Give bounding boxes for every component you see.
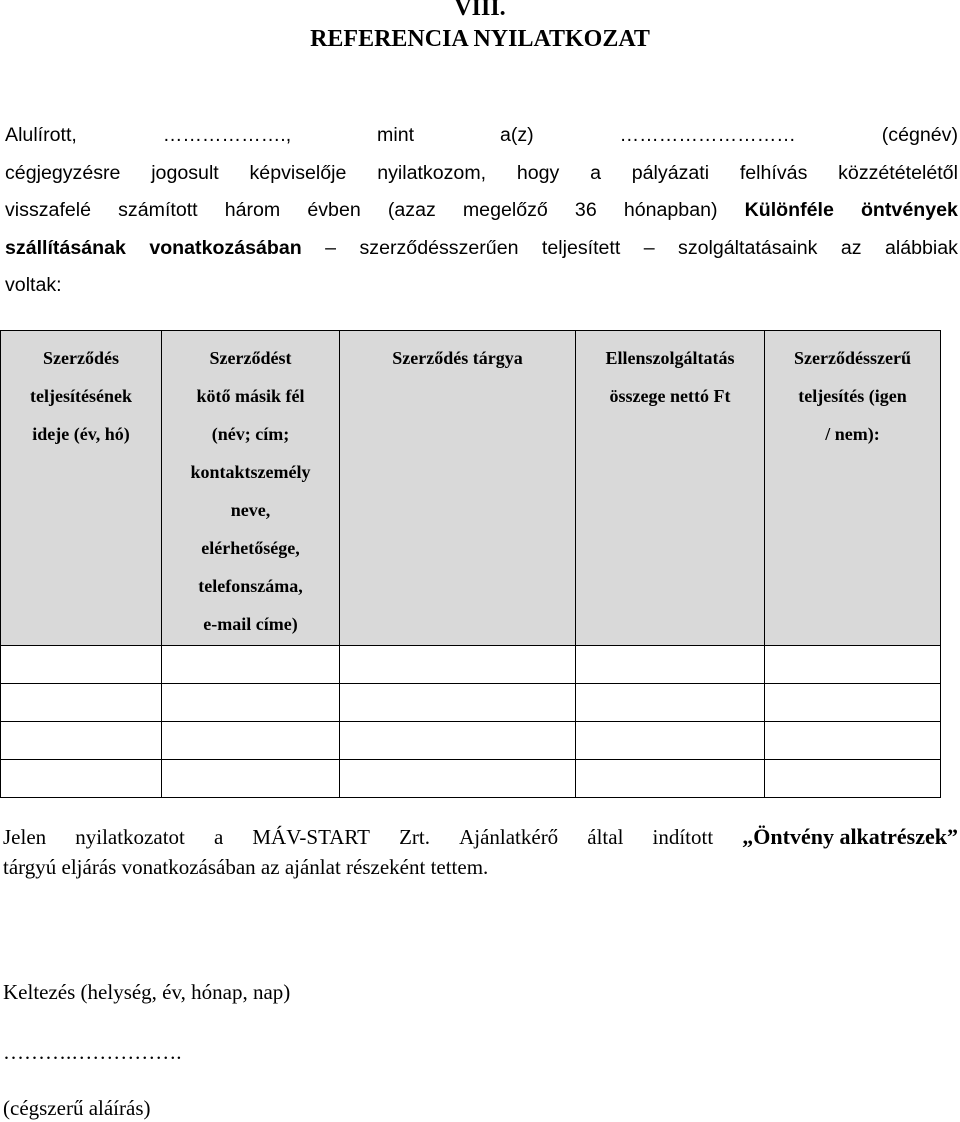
table-cell[interactable] — [576, 684, 765, 722]
header-consideration-amount: Ellenszolgáltatás összege nettó Ft — [576, 331, 765, 646]
table-row — [1, 760, 941, 798]
section-number: VIII. — [454, 0, 506, 21]
table-header-row — [1, 331, 941, 646]
closing-line-2: tárgyú eljárás vonatkozásában az ajánlat részeként tettem. — [3, 855, 489, 879]
signature-label: (cégszerű aláírás) — [3, 1096, 151, 1120]
table-cell[interactable] — [1, 684, 162, 722]
table-cell[interactable] — [765, 760, 941, 798]
intro-line-3: visszafelé számított három évben (azaz megelőző 36 hónapban) Különféle öntvények — [5, 192, 958, 230]
intro-line-5: voltak: — [5, 274, 62, 297]
header-subject: Szerződés tárgya — [340, 331, 576, 646]
table-cell[interactable] — [1, 760, 162, 798]
header-completion-date: Szerződés teljesítésének ideje (év, hó) — [1, 331, 162, 646]
table-cell[interactable] — [765, 646, 941, 684]
document-title: REFERENCIA NYILATKOZAT — [310, 26, 650, 52]
table-cell[interactable] — [765, 684, 941, 722]
subject-bold: öntvények — [860, 199, 958, 222]
header-contracting-party: Szerződést kötő másik fél (név; cím; kontaktszemély neve, elérhetősége, telefonszáma, e-mail címe) — [162, 331, 340, 646]
declaration-paragraph — [5, 117, 958, 305]
subject-bold: szállításának — [5, 236, 126, 259]
table-cell[interactable] — [340, 760, 576, 798]
intro-line-2: cégjegyzésre jogosult képviselője nyilatkozom, hogy a pályázati felhívás közzétételétől — [5, 161, 958, 184]
table-cell[interactable] — [340, 646, 576, 684]
table-cell[interactable] — [162, 722, 340, 760]
table-cell[interactable] — [576, 646, 765, 684]
closing-paragraph — [3, 822, 958, 882]
reference-table — [0, 330, 941, 798]
table-cell[interactable] — [162, 760, 340, 798]
intro-line-1: Alulírott, ………………., mint a(z) ……………………… (cégnév) — [5, 124, 958, 146]
procedure-name: „Öntvény alkatrészek” — [742, 824, 958, 849]
table-cell[interactable] — [162, 646, 340, 684]
subject-bold: vonatkozásában — [149, 236, 302, 259]
intro-line-4: szállításának vonatkozásában – szerződésszerűen teljesített – szolgáltatásaink az alábbiak — [5, 230, 958, 268]
signature-line: ……….……………. — [3, 1040, 182, 1064]
table-cell[interactable] — [1, 722, 162, 760]
table-cell[interactable] — [765, 722, 941, 760]
table-cell[interactable] — [340, 722, 576, 760]
closing-line-1: Jelen nyilatkozatot a MÁV-START Zrt. Ajánlatkérő által indított „Öntvény alkatrészek” — [3, 822, 958, 852]
subject-bold: Különféle — [744, 199, 834, 222]
table-cell[interactable] — [340, 684, 576, 722]
table-cell[interactable] — [576, 760, 765, 798]
header-compliant-fulfilment: Szerződésszerű teljesítés (igen / nem): — [765, 331, 941, 646]
table-cell[interactable] — [162, 684, 340, 722]
table-row — [1, 646, 941, 684]
table-row — [1, 722, 941, 760]
table-cell[interactable] — [1, 646, 162, 684]
table-row — [1, 684, 941, 722]
date-label: Keltezés (helység, év, hónap, nap) — [3, 980, 291, 1004]
table-cell[interactable] — [576, 722, 765, 760]
